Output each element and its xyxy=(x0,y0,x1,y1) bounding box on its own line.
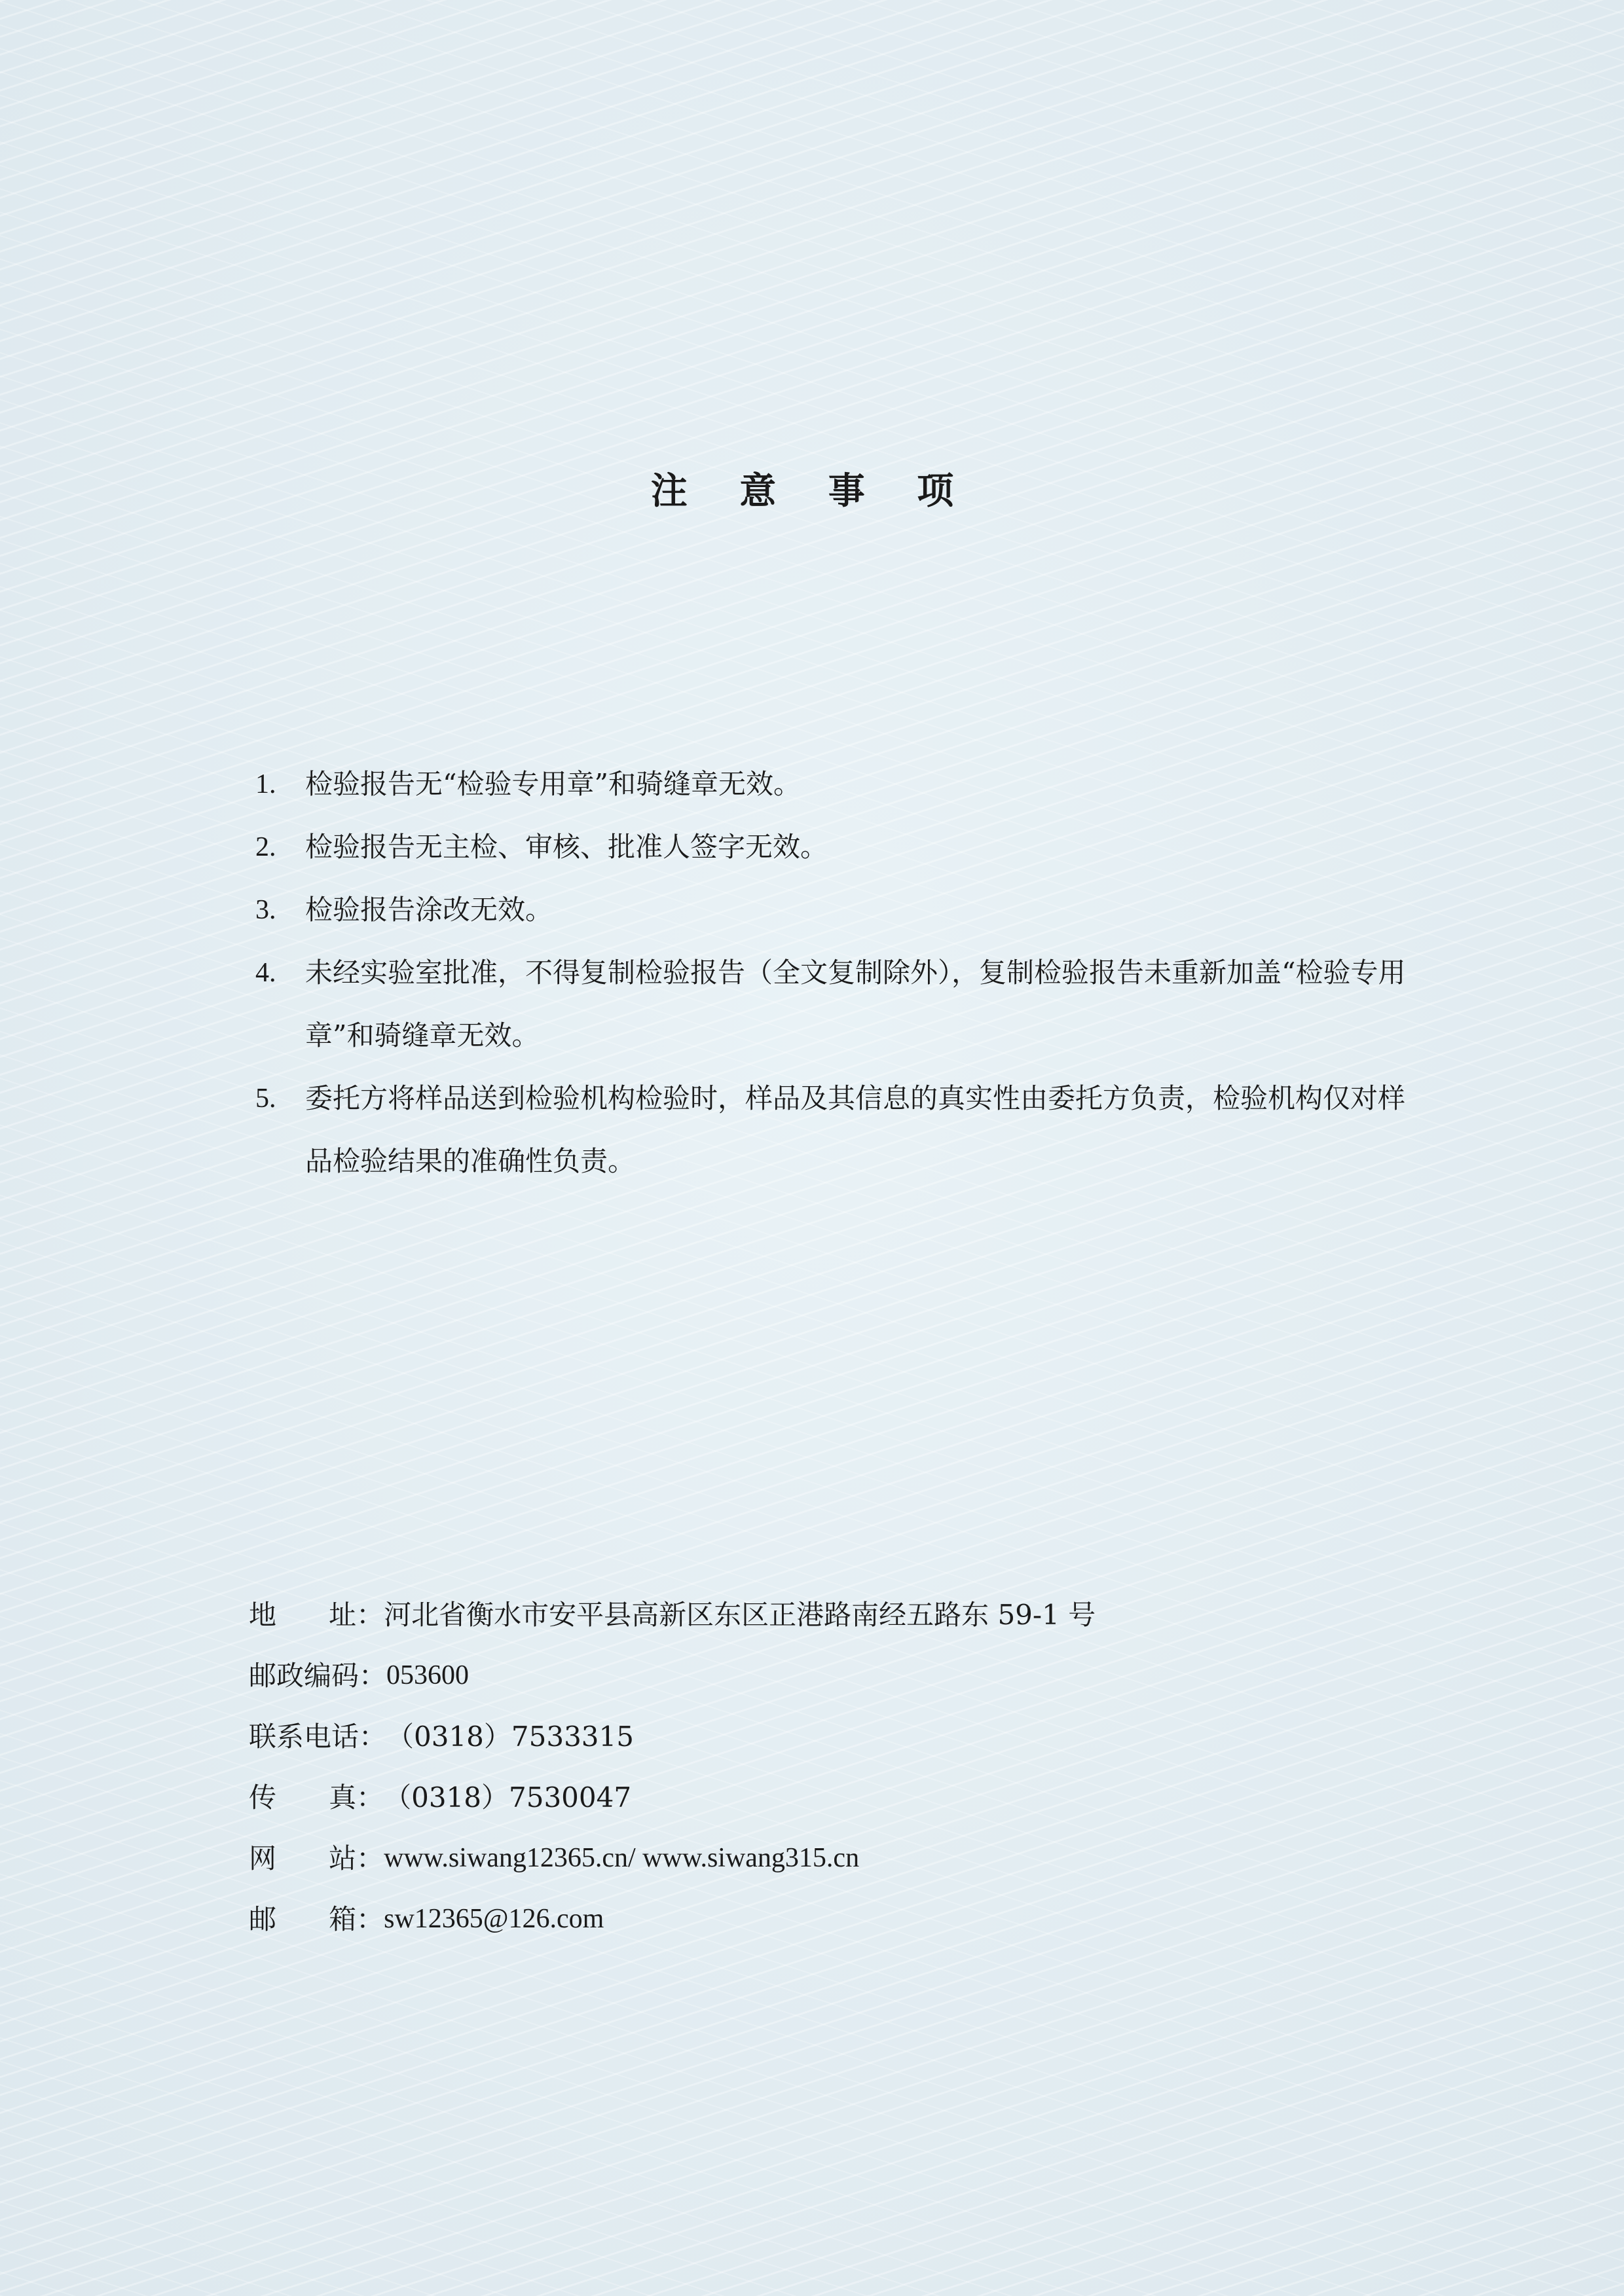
fax-row xyxy=(249,1767,1428,1828)
website-row xyxy=(249,1828,1428,1889)
address-label: 地 址： xyxy=(249,1599,384,1631)
page-title: 注 意 事 项 xyxy=(650,469,974,513)
notice-number: 1. xyxy=(255,769,276,799)
notice-text: 检验报告无主检、审核、批准人签字无效。 xyxy=(305,831,828,863)
notice-text: 检验报告涂改无效。 xyxy=(305,894,553,926)
address-row xyxy=(249,1584,1428,1645)
postcode-value: 053600 xyxy=(386,1660,470,1690)
notice-text: 委托方将样品送到检验机构检验时，样品及其信息的真实性由委托方负责，检验机构仅对样品检验结果的准确性负责。 xyxy=(305,1082,1406,1177)
email-label: 邮 箱： xyxy=(249,1903,384,1935)
postcode-label: 邮政编码： xyxy=(249,1660,387,1692)
address-value: 河北省衡水市安平县高新区东区正港路南经五路东 59-1 号 xyxy=(384,1599,1096,1631)
notice-text: 未经实验室批准，不得复制检验报告（全文复制除外），复制检验报告未重新加盖“检验专用章”和骑缝章无效。 xyxy=(305,957,1406,1051)
postcode-row xyxy=(249,1645,1428,1706)
notice-text: 检验报告无“检验专用章”和骑缝章无效。 xyxy=(305,768,801,800)
notice-list xyxy=(255,753,1408,1193)
phone-row xyxy=(249,1706,1428,1767)
notice-number: 3. xyxy=(255,895,276,925)
email-link[interactable]: sw12365@126.com xyxy=(384,1904,604,1934)
notice-item xyxy=(255,941,1408,1067)
phone-value: （0318）7533315 xyxy=(386,1721,634,1753)
email-row xyxy=(249,1889,1428,1950)
website-link[interactable]: www.siwang12365.cn/ www.siwang315.cn xyxy=(384,1843,860,1873)
contact-block xyxy=(249,1584,1428,1950)
phone-label: 联系电话： xyxy=(249,1721,387,1753)
fax-label: 传 真： xyxy=(249,1781,384,1813)
notice-number: 5. xyxy=(255,1084,276,1114)
notice-number: 4. xyxy=(255,958,276,988)
notice-number: 2. xyxy=(255,832,276,862)
notice-item xyxy=(255,879,1408,941)
notice-item xyxy=(255,1067,1408,1193)
notice-item xyxy=(255,753,1408,816)
notice-item xyxy=(255,816,1408,879)
website-label: 网 站： xyxy=(249,1842,384,1874)
fax-value: （0318）7530047 xyxy=(384,1781,632,1813)
